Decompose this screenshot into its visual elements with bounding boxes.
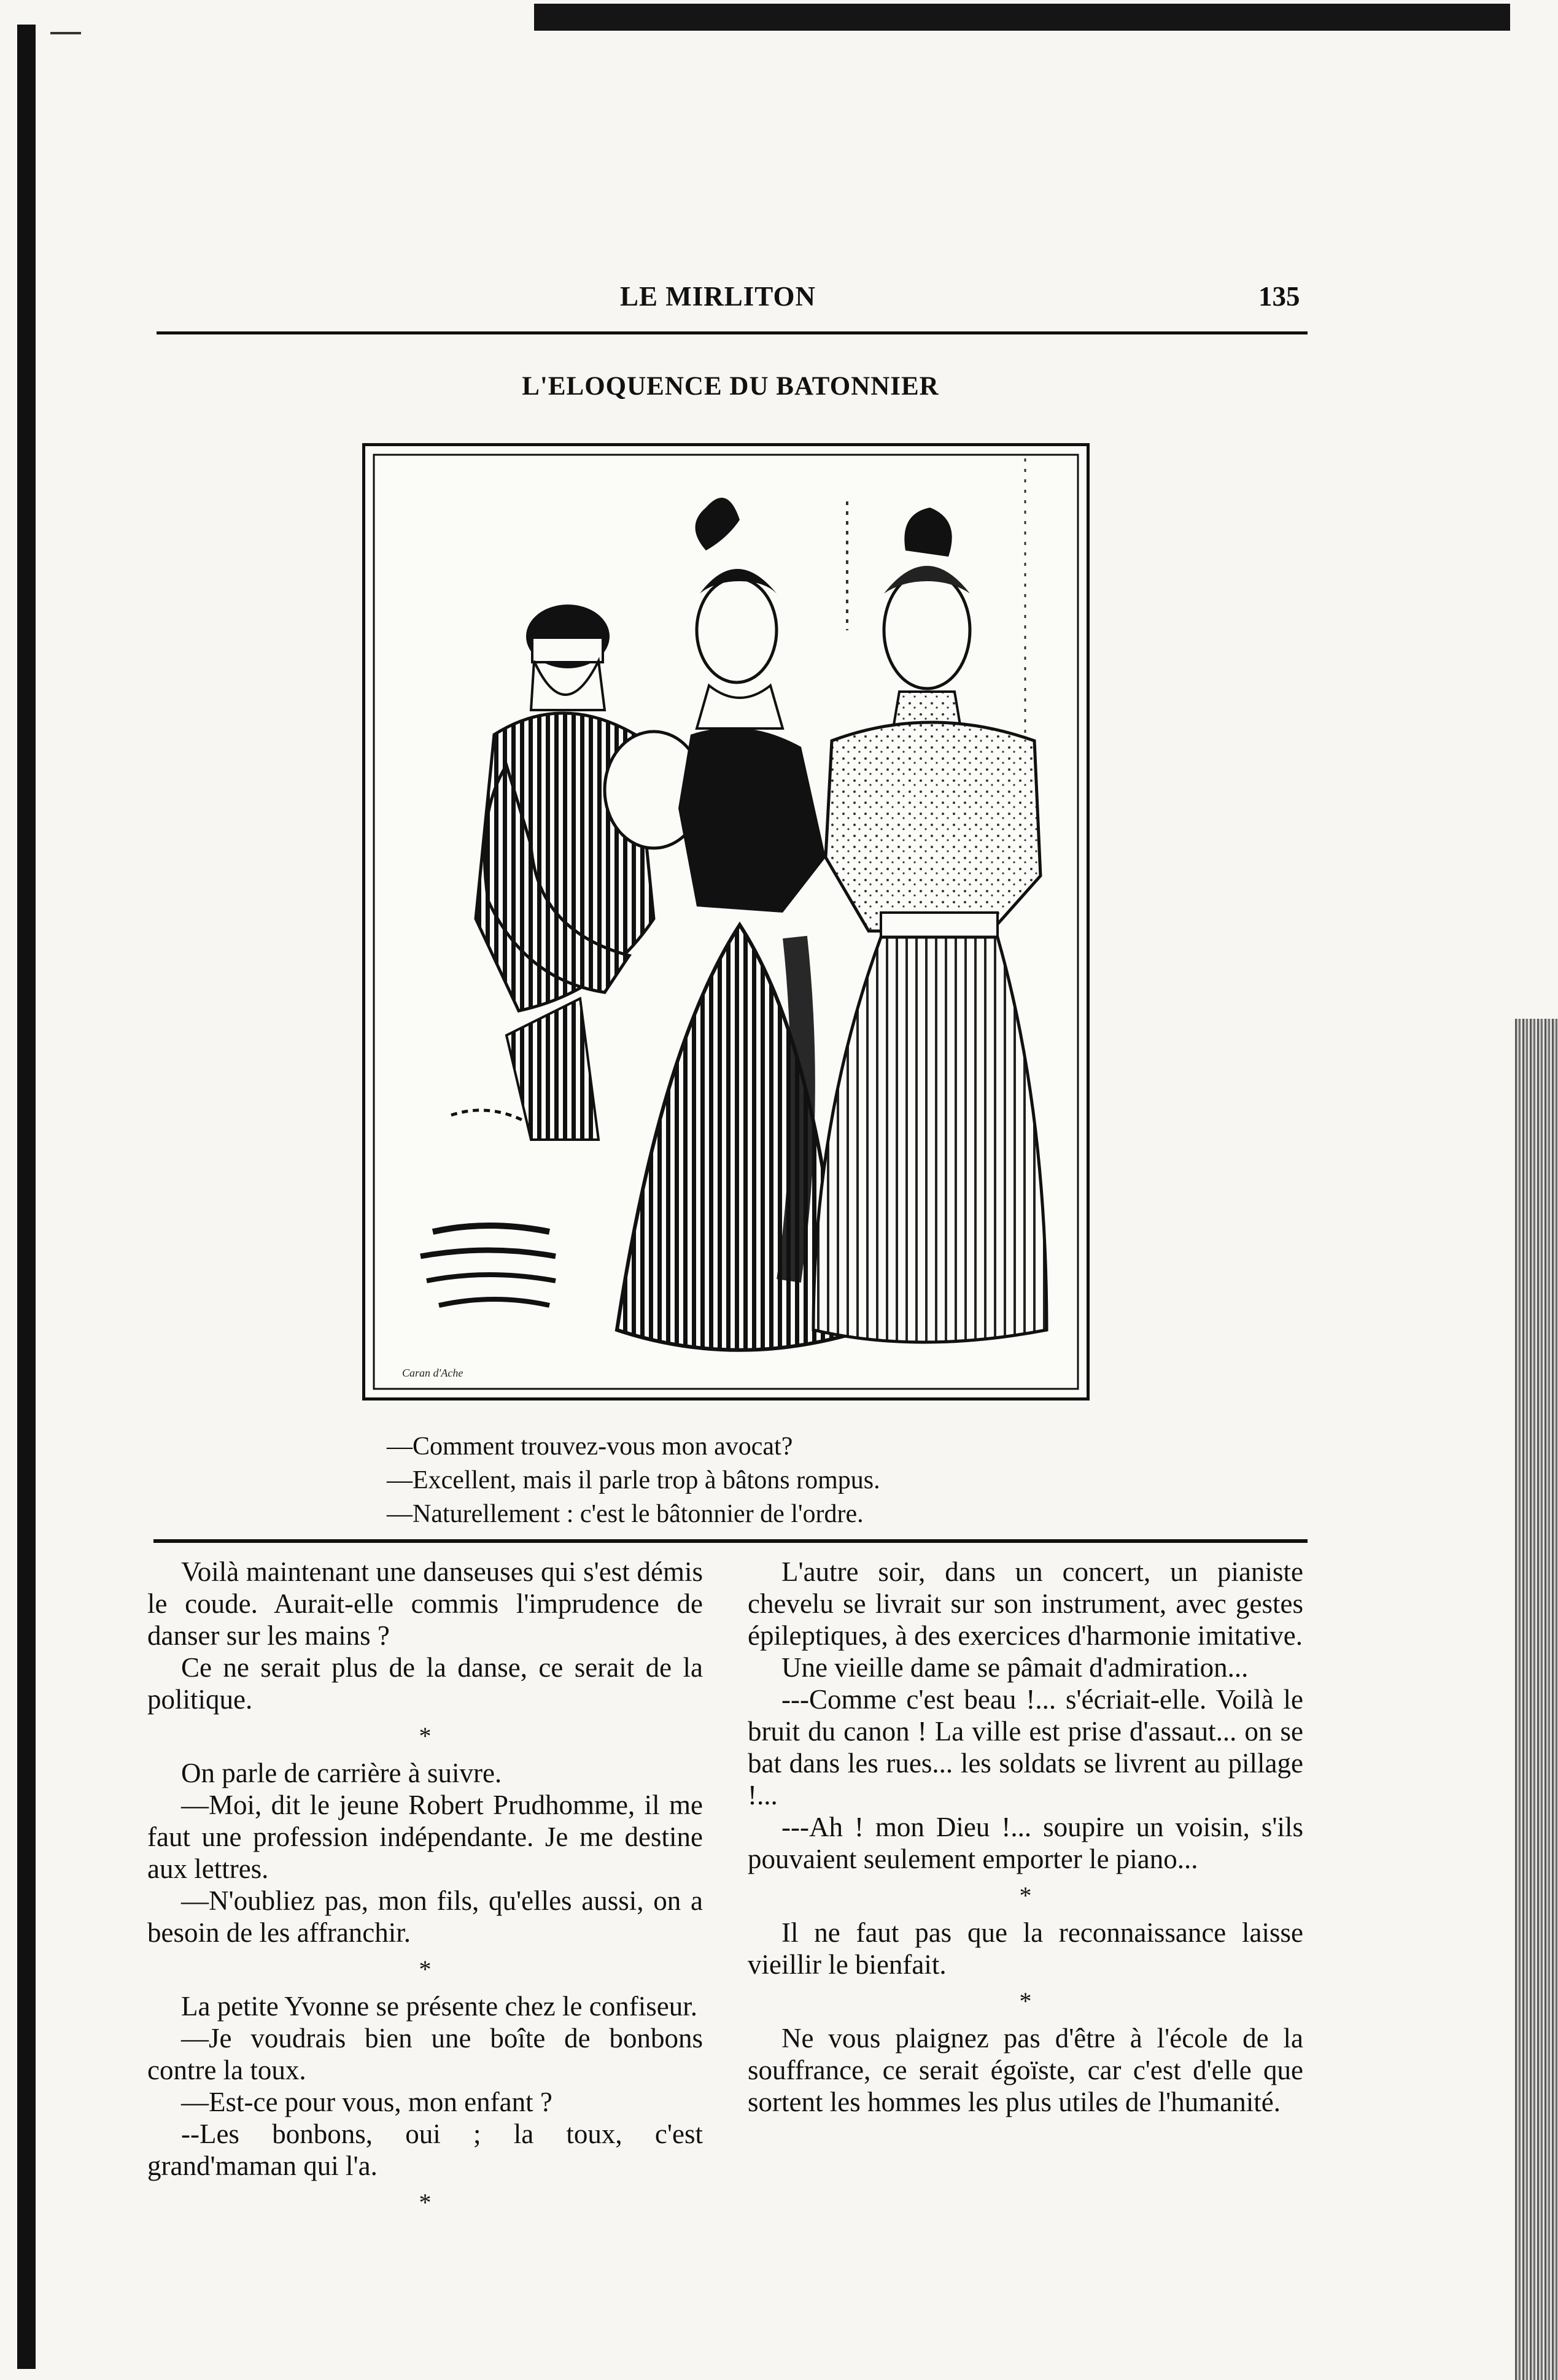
paragraph: --Les bonbons, oui ; la toux, c'est grand'maman qui l'a. (147, 2119, 703, 2181)
paragraph: L'autre soir, dans un concert, un pianiste chevelu se livrait sur son instrument, avec gestes épileptiques, à des exercices d'harmonie imitative. (748, 1556, 1303, 1651)
paragraph: Il ne faut pas que la reconnaissance laisse vieillir le bienfait. (748, 1917, 1303, 1980)
illustration (362, 443, 1090, 1401)
paragraph: Voilà maintenant une danseuses qui s'est démis le coude. Aurait-elle commis l'imprudence de danser sur les mains ? (147, 1556, 703, 1651)
paragraph: —N'oubliez pas, mon fils, qu'elles aussi, on a besoin de les affranchir. (147, 1885, 703, 1948)
paragraph: Une vieille dame se pâmait d'admiration... (781, 1652, 1249, 1683)
left-column (147, 1556, 703, 2224)
section-rule (153, 1539, 1308, 1543)
separator-asterisk: * (419, 2189, 432, 2216)
illustration-drawing (365, 446, 1087, 1397)
scan-edge-right (1515, 1019, 1558, 2380)
artist-signature: Caran d'Ache (402, 1367, 463, 1379)
paragraph: Ce ne serait plus de la danse, ce serait de la politique. (147, 1652, 703, 1715)
running-title: LE MIRLITON (620, 281, 816, 312)
page-header (153, 273, 1308, 322)
caption-line: —Comment trouvez-vous mon avocat? (387, 1432, 793, 1461)
right-column (748, 1556, 1303, 2118)
paragraph: La petite Yvonne se présente chez le confiseur. (181, 1991, 697, 2022)
scan-mark (50, 32, 81, 34)
paragraph: ---Comme c'est beau !... s'écriait-elle. Voilà le bruit du canon ! La ville est prise d'assaut... on se bat dans les rues... les soldats se livrent au pillage !... (748, 1684, 1303, 1810)
page-number: 135 (1258, 281, 1300, 312)
scan-border-left (17, 25, 36, 2369)
illustration-caption (362, 1430, 1090, 1531)
paragraph: On parle de carrière à suivre. (181, 1758, 502, 1788)
floor-shading (421, 1226, 556, 1305)
separator-asterisk: * (419, 1722, 432, 1750)
caption-line: —Excellent, mais il parle trop à bâtons rompus. (387, 1466, 880, 1494)
caption-line: —Naturellement : c'est le bâtonnier de l'ordre. (387, 1500, 864, 1528)
section-title: L'ELOQUENCE DU BATONNIER (522, 372, 939, 401)
lawyer-figure (451, 605, 654, 1140)
separator-asterisk: * (1019, 1882, 1032, 1909)
paragraph: —Je voudrais bien une boîte de bonbons contre la toux. (147, 2023, 703, 2085)
paragraph: —Est-ce pour vous, mon enfant ? (181, 2087, 552, 2117)
scan-border-top (534, 4, 1510, 31)
paragraph: Ne vous plaignez pas d'être à l'école de la souffrance, ce serait égoïste, car c'est d'elle que sortent les hommes les plus utiles de l'humanité. (748, 2023, 1303, 2117)
separator-asterisk: * (419, 1955, 432, 1983)
paragraph: —Moi, dit le jeune Robert Prudhomme, il me faut une profession indépendante. Je me destine aux lettres. (147, 1790, 703, 1884)
separator-asterisk: * (1019, 1987, 1032, 2015)
header-rule (157, 331, 1308, 334)
paragraph: ---Ah ! mon Dieu !... soupire un voisin, s'ils pouvaient seulement emporter le piano... (748, 1812, 1303, 1874)
woman-light-dress (789, 508, 1047, 1342)
